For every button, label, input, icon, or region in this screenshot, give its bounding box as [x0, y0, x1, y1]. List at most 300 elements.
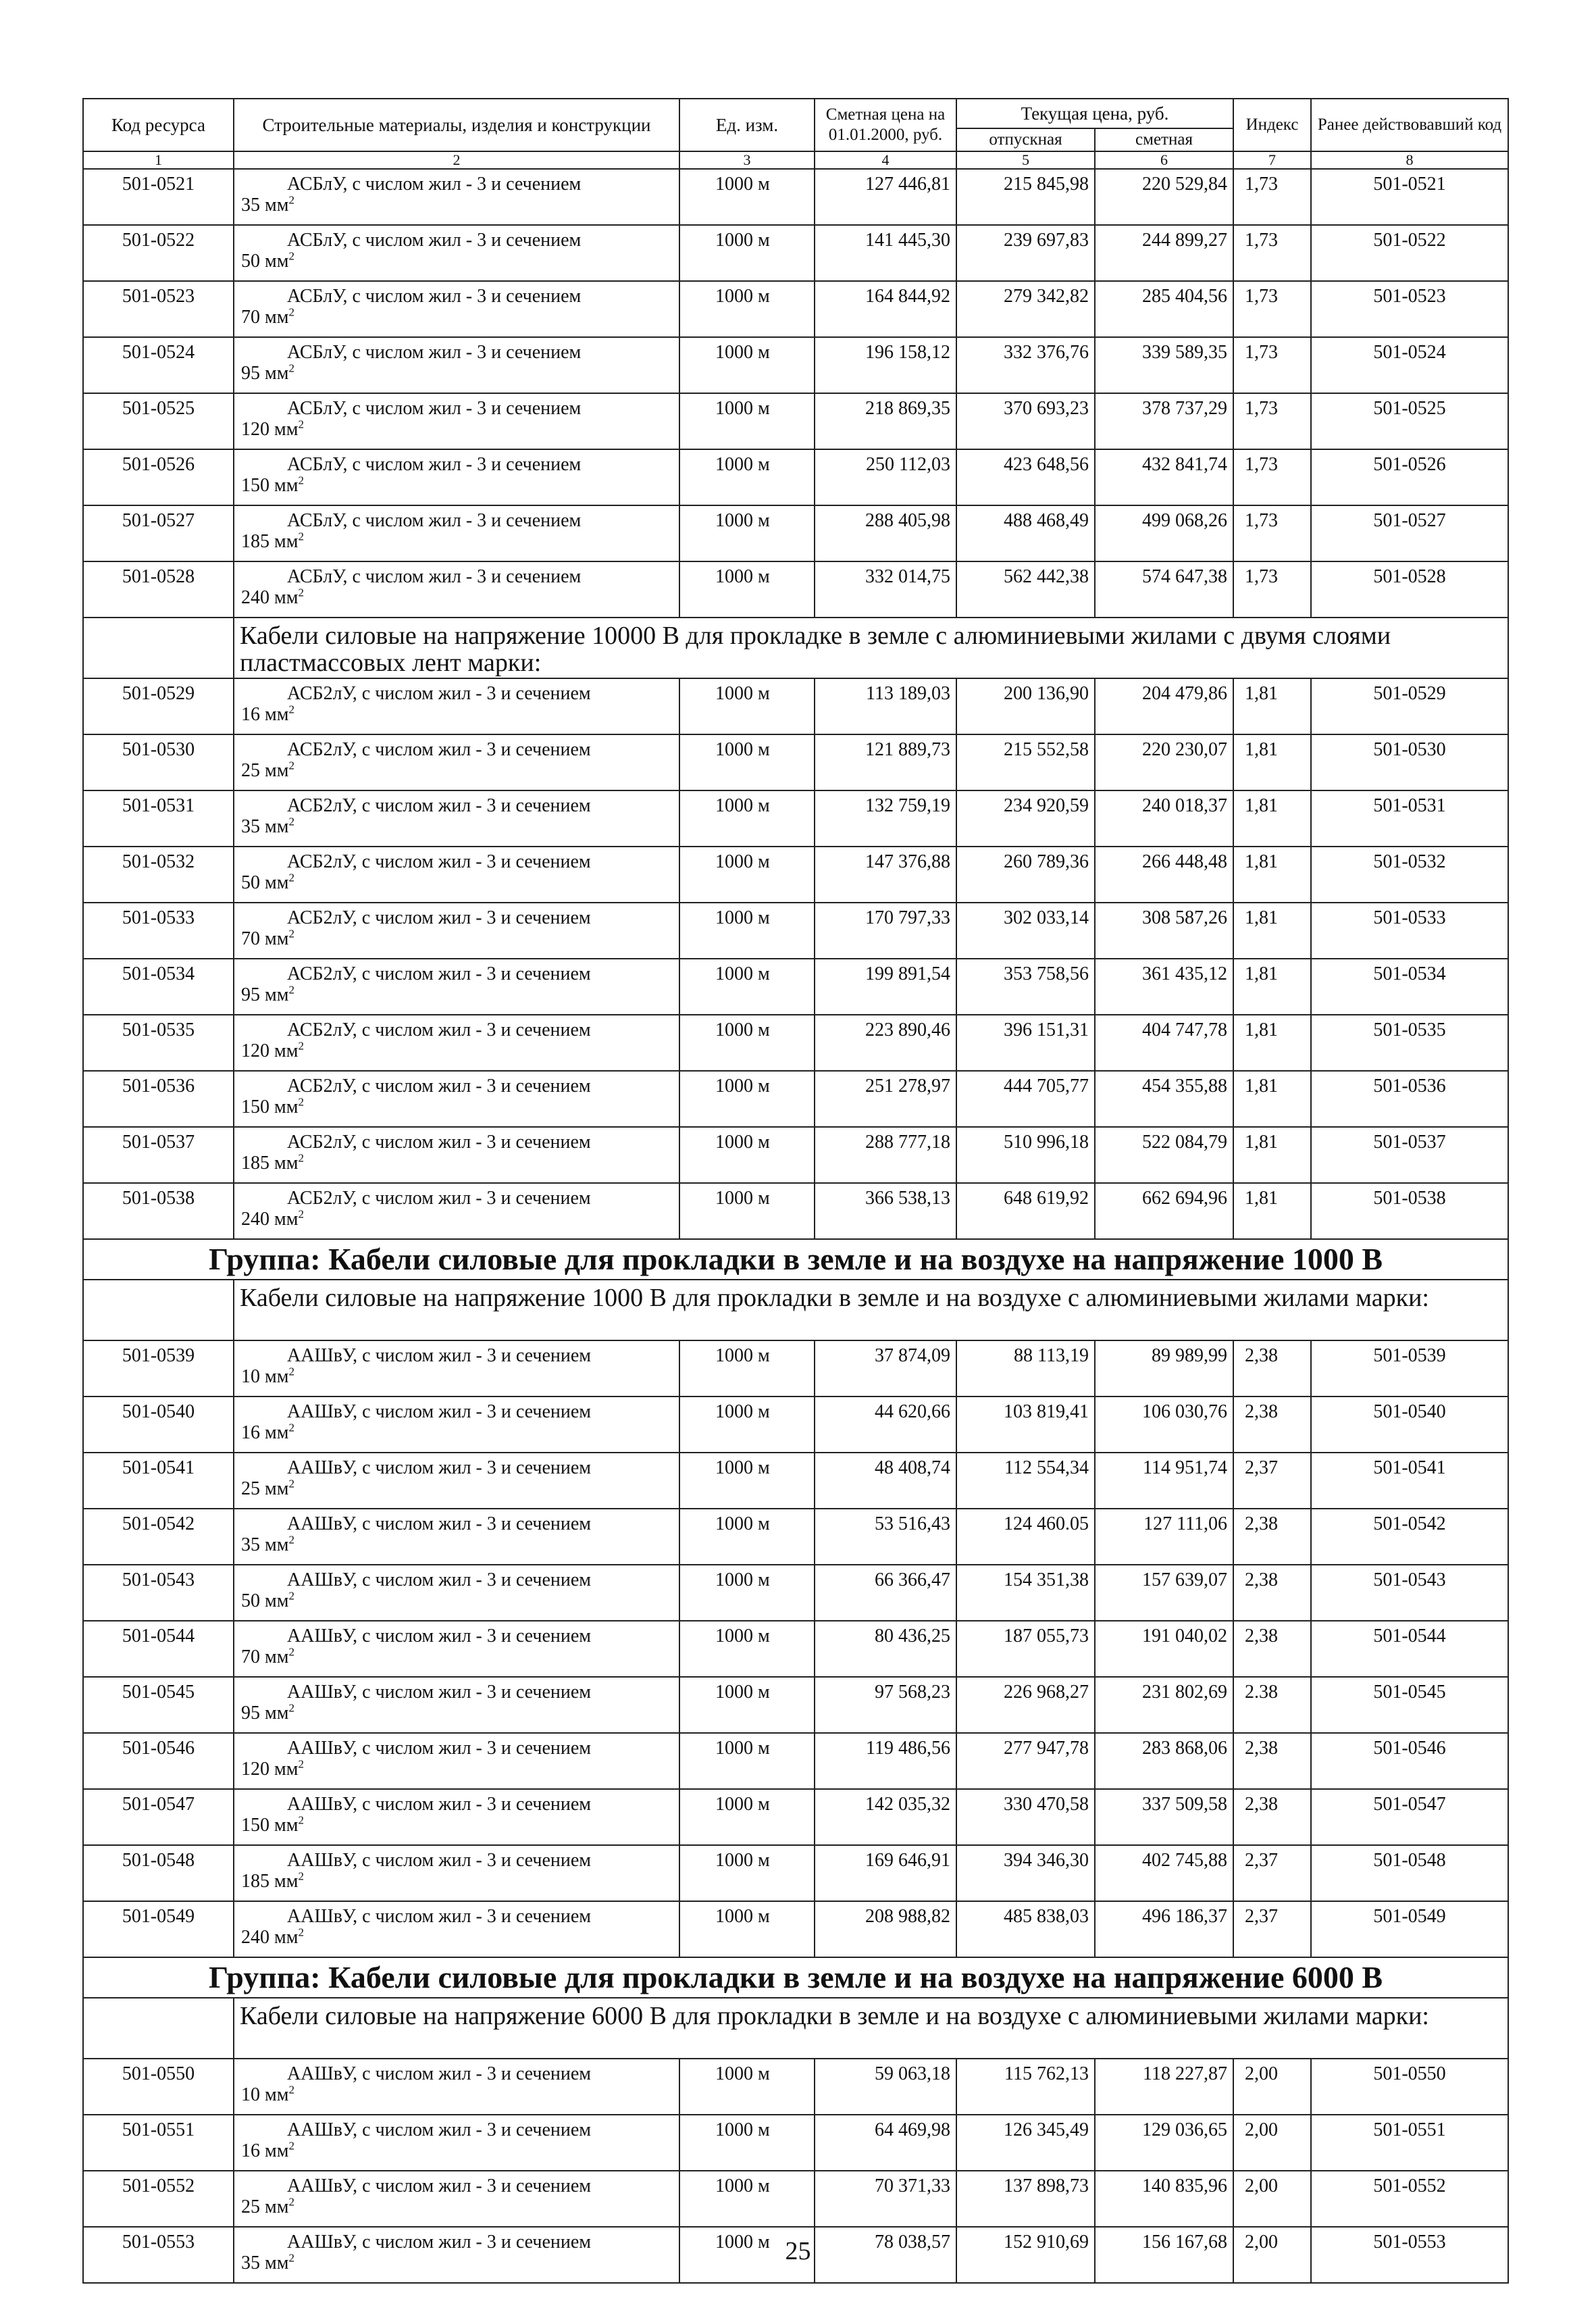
cross-section-value: 240 мм — [241, 587, 299, 608]
unit: 1000 м — [679, 1453, 815, 1509]
estimate-price: 522 084,79 — [1095, 1127, 1233, 1183]
resource-code: 501-0532 — [83, 847, 234, 903]
header-estimate-price: Сметная цена на 01.01.2000, руб. — [815, 99, 956, 151]
superscript: 2 — [298, 1869, 304, 1883]
release-price: 126 345,49 — [956, 2115, 1095, 2171]
cross-section — [241, 1153, 676, 1174]
release-price: 226 968,27 — [956, 1677, 1095, 1733]
table-row — [83, 505, 1508, 561]
price-index: 1,73 — [1233, 393, 1311, 449]
material-name — [234, 1621, 679, 1677]
unit: 1000 м — [679, 790, 815, 847]
table-body — [83, 169, 1508, 2283]
material-title: ААШвУ, с числом жил - 3 и сечением — [287, 1682, 591, 1703]
price-index: 1,81 — [1233, 959, 1311, 1015]
price-index: 1,81 — [1233, 1071, 1311, 1127]
unit: 1000 м — [679, 847, 815, 903]
cross-section — [241, 1040, 676, 1061]
table-row — [83, 847, 1508, 903]
subsection-heading: Кабели силовые на напряжение 6000 В для прокладки в земле и на воздухе с алюминиевыми жилами марки: — [234, 1998, 1508, 2059]
unit: 1000 м — [679, 1621, 815, 1677]
release-price: 648 619,92 — [956, 1183, 1095, 1239]
release-price: 260 789,36 — [956, 847, 1095, 903]
resource-code: 501-0546 — [83, 1733, 234, 1789]
cross-section-value: 120 мм — [241, 1759, 299, 1780]
resource-code: 501-0525 — [83, 393, 234, 449]
material-name — [234, 1071, 679, 1127]
release-price: 370 693,23 — [956, 393, 1095, 449]
base-price: 97 568,23 — [815, 1677, 956, 1733]
cross-section — [241, 1478, 676, 1499]
release-price: 423 648,56 — [956, 449, 1095, 505]
unit: 1000 м — [679, 959, 815, 1015]
table-row — [83, 1789, 1508, 1845]
estimate-price: 361 435,12 — [1095, 959, 1233, 1015]
table-row — [83, 337, 1508, 393]
material-title: АСБ2лУ, с числом жил - 3 и сечением — [287, 851, 591, 872]
base-price: 80 436,25 — [815, 1621, 956, 1677]
cross-section-value: 185 мм — [241, 531, 299, 552]
cross-section-value: 150 мм — [241, 1097, 299, 1117]
unit: 1000 м — [679, 1509, 815, 1565]
estimate-price: 156 167,68 — [1095, 2227, 1233, 2283]
unit: 1000 м — [679, 2059, 815, 2115]
page-number: 25 — [785, 2237, 811, 2265]
material-title: ААШвУ, с числом жил - 3 и сечением — [287, 1401, 591, 1422]
cross-section-value: 185 мм — [241, 1153, 299, 1174]
unit: 1000 м — [679, 2227, 815, 2283]
unit: 1000 м — [679, 1183, 815, 1239]
material-name — [234, 1183, 679, 1239]
subsection-heading: Кабели силовые на напряжение 1000 В для прокладки в земле и на воздухе с алюминиевыми жилами марки: — [234, 1280, 1508, 1340]
superscript: 2 — [288, 1365, 294, 1378]
previous-code: 501-0543 — [1311, 1565, 1508, 1621]
price-index: 2,37 — [1233, 1901, 1311, 1957]
resource-code: 501-0526 — [83, 449, 234, 505]
previous-code: 501-0528 — [1311, 561, 1508, 618]
base-price: 332 014,75 — [815, 561, 956, 618]
base-price: 366 538,13 — [815, 1183, 956, 1239]
unit: 1000 м — [679, 561, 815, 618]
superscript: 2 — [288, 1645, 294, 1659]
price-index: 2,38 — [1233, 1509, 1311, 1565]
base-price: 288 405,98 — [815, 505, 956, 561]
base-price: 127 446,81 — [815, 169, 956, 225]
previous-code: 501-0545 — [1311, 1677, 1508, 1733]
cross-section — [241, 928, 676, 949]
price-index: 1,81 — [1233, 1127, 1311, 1183]
material-name — [234, 2171, 679, 2227]
base-price: 66 366,47 — [815, 1565, 956, 1621]
unit: 1000 м — [679, 1397, 815, 1453]
previous-code: 501-0531 — [1311, 790, 1508, 847]
column-number: 8 — [1311, 151, 1508, 169]
previous-code: 501-0539 — [1311, 1340, 1508, 1397]
superscript: 2 — [298, 1095, 304, 1109]
cross-section — [241, 760, 676, 781]
material-title: АСБлУ, с числом жил - 3 и сечением — [287, 510, 582, 531]
material-name — [234, 169, 679, 225]
price-index: 1,81 — [1233, 734, 1311, 790]
material-name — [234, 1845, 679, 1901]
base-price: 119 486,56 — [815, 1733, 956, 1789]
table-row — [83, 449, 1508, 505]
release-price: 154 351,38 — [956, 1565, 1095, 1621]
price-index: 2,38 — [1233, 1733, 1311, 1789]
price-index: 1,73 — [1233, 449, 1311, 505]
column-numbers-row — [83, 151, 1508, 169]
previous-code: 501-0527 — [1311, 505, 1508, 561]
estimate-price: 266 448,48 — [1095, 847, 1233, 903]
base-price: 70 371,33 — [815, 2171, 956, 2227]
subsection-spacer — [83, 1998, 234, 2059]
base-price: 199 891,54 — [815, 959, 956, 1015]
unit: 1000 м — [679, 1340, 815, 1397]
table-row — [83, 1071, 1508, 1127]
resource-code: 501-0528 — [83, 561, 234, 618]
material-title: ААШвУ, с числом жил - 3 и сечением — [287, 2063, 591, 2084]
unit: 1000 м — [679, 1565, 815, 1621]
release-price: 444 705,77 — [956, 1071, 1095, 1127]
unit: 1000 м — [679, 169, 815, 225]
header-current-price: Текущая цена, руб. — [956, 99, 1233, 128]
superscript: 2 — [288, 361, 294, 375]
cross-section — [241, 1927, 676, 1948]
subsection-row — [83, 618, 1508, 678]
release-price: 485 838,03 — [956, 1901, 1095, 1957]
superscript: 2 — [298, 474, 304, 487]
previous-code: 501-0524 — [1311, 337, 1508, 393]
unit: 1000 м — [679, 1677, 815, 1733]
base-price: 169 646,91 — [815, 1845, 956, 1901]
table-row — [83, 1183, 1508, 1239]
price-index: 2.38 — [1233, 1677, 1311, 1733]
material-name — [234, 2059, 679, 2115]
previous-code: 501-0534 — [1311, 959, 1508, 1015]
release-price: 302 033,14 — [956, 903, 1095, 959]
material-title: ААШвУ, с числом жил - 3 и сечением — [287, 1738, 591, 1759]
resource-code: 501-0543 — [83, 1565, 234, 1621]
table-row — [83, 2059, 1508, 2115]
price-index: 2,00 — [1233, 2171, 1311, 2227]
unit: 1000 м — [679, 337, 815, 393]
previous-code: 501-0548 — [1311, 1845, 1508, 1901]
price-index: 2,00 — [1233, 2227, 1311, 2283]
unit: 1000 м — [679, 1071, 815, 1127]
estimate-price: 574 647,38 — [1095, 561, 1233, 618]
cross-section — [241, 1422, 676, 1443]
material-name — [234, 847, 679, 903]
price-index: 1,73 — [1233, 337, 1311, 393]
superscript: 2 — [298, 418, 304, 431]
price-index: 2,38 — [1233, 1621, 1311, 1677]
release-price: 562 442,38 — [956, 561, 1095, 618]
table-row — [83, 678, 1508, 734]
cross-section — [241, 1759, 676, 1780]
price-index: 2,37 — [1233, 1453, 1311, 1509]
group-heading: Группа: Кабели силовые для прокладки в земле и на воздухе на напряжение 6000 В — [83, 1957, 1508, 1998]
material-name — [234, 1677, 679, 1733]
resource-code: 501-0523 — [83, 281, 234, 337]
material-title: ААШвУ, с числом жил - 3 и сечением — [287, 2232, 591, 2253]
previous-code: 501-0553 — [1311, 2227, 1508, 2283]
previous-code: 501-0536 — [1311, 1071, 1508, 1127]
cross-section-value: 10 мм — [241, 2084, 289, 2105]
superscript: 2 — [298, 1207, 304, 1221]
subsection-spacer — [83, 618, 234, 678]
base-price: 113 189,03 — [815, 678, 956, 734]
cross-section — [241, 419, 676, 440]
superscript: 2 — [288, 871, 294, 884]
price-index: 1,81 — [1233, 678, 1311, 734]
resource-code: 501-0527 — [83, 505, 234, 561]
release-price: 394 346,30 — [956, 1845, 1095, 1901]
base-price: 142 035,32 — [815, 1789, 956, 1845]
estimate-price: 157 639,07 — [1095, 1565, 1233, 1621]
previous-code: 501-0530 — [1311, 734, 1508, 790]
superscript: 2 — [288, 759, 294, 772]
superscript: 2 — [288, 703, 294, 716]
price-index: 1,73 — [1233, 169, 1311, 225]
superscript: 2 — [288, 1421, 294, 1434]
base-price: 48 408,74 — [815, 1453, 956, 1509]
release-price: 279 342,82 — [956, 281, 1095, 337]
cross-section — [241, 1703, 676, 1724]
material-title: ААШвУ, с числом жил - 3 и сечением — [287, 1457, 591, 1478]
header-previous-code: Ранее действовавший код — [1311, 99, 1508, 151]
resource-code: 501-0553 — [83, 2227, 234, 2283]
estimate-price: 220 529,84 — [1095, 169, 1233, 225]
estimate-price: 496 186,37 — [1095, 1901, 1233, 1957]
estimate-price: 337 509,58 — [1095, 1789, 1233, 1845]
material-title: АСБ2лУ, с числом жил - 3 и сечением — [287, 795, 591, 816]
price-index: 1,73 — [1233, 505, 1311, 561]
resource-code: 501-0540 — [83, 1397, 234, 1453]
material-name — [234, 393, 679, 449]
superscript: 2 — [288, 249, 294, 263]
unit: 1000 м — [679, 225, 815, 281]
superscript: 2 — [288, 815, 294, 828]
header-materials: Строительные материалы, изделия и конструкции — [234, 99, 679, 151]
material-title: АСБ2лУ, с числом жил - 3 и сечением — [287, 963, 591, 984]
previous-code: 501-0522 — [1311, 225, 1508, 281]
material-title: АСБ2лУ, с числом жил - 3 и сечением — [287, 683, 591, 704]
release-price: 124 460.05 — [956, 1509, 1095, 1565]
release-price: 277 947,78 — [956, 1733, 1095, 1789]
superscript: 2 — [288, 983, 294, 997]
resource-code: 501-0521 — [83, 169, 234, 225]
base-price: 196 158,12 — [815, 337, 956, 393]
column-number: 5 — [956, 151, 1095, 169]
material-name — [234, 1509, 679, 1565]
cross-section — [241, 1646, 676, 1667]
cross-section — [241, 587, 676, 608]
estimate-price: 114 951,74 — [1095, 1453, 1233, 1509]
estimate-price: 118 227,87 — [1095, 2059, 1233, 2115]
cross-section — [241, 475, 676, 496]
resource-code: 501-0547 — [83, 1789, 234, 1845]
material-title: ААШвУ, с числом жил - 3 и сечением — [287, 1513, 591, 1534]
table-header — [83, 99, 1508, 169]
material-title: ААШвУ, с числом жил - 3 и сечением — [287, 1626, 591, 1646]
previous-code: 501-0552 — [1311, 2171, 1508, 2227]
superscript: 2 — [298, 530, 304, 543]
unit: 1000 м — [679, 1901, 815, 1957]
resource-code: 501-0530 — [83, 734, 234, 790]
material-name — [234, 734, 679, 790]
unit: 1000 м — [679, 505, 815, 561]
group-heading: Группа: Кабели силовые для прокладки в земле и на воздухе на напряжение 1000 В — [83, 1239, 1508, 1280]
estimate-price: 432 841,74 — [1095, 449, 1233, 505]
release-price: 234 920,59 — [956, 790, 1095, 847]
release-price: 88 113,19 — [956, 1340, 1095, 1397]
material-name — [234, 1453, 679, 1509]
table-row — [83, 561, 1508, 618]
previous-code: 501-0542 — [1311, 1509, 1508, 1565]
superscript: 2 — [298, 586, 304, 599]
subsection-spacer — [83, 1280, 234, 1340]
resource-code: 501-0538 — [83, 1183, 234, 1239]
superscript: 2 — [288, 2139, 294, 2153]
unit: 1000 м — [679, 1127, 815, 1183]
cross-section — [241, 704, 676, 725]
estimate-price: 240 018,37 — [1095, 790, 1233, 847]
estimate-price: 402 745,88 — [1095, 1845, 1233, 1901]
unit: 1000 м — [679, 903, 815, 959]
material-name — [234, 505, 679, 561]
price-table-sheet — [82, 98, 1508, 2284]
release-price: 332 376,76 — [956, 337, 1095, 393]
cross-section — [241, 984, 676, 1005]
material-title: АСБлУ, с числом жил - 3 и сечением — [287, 454, 582, 475]
material-title: АСБ2лУ, с числом жил - 3 и сечением — [287, 1188, 591, 1209]
base-price: 37 874,09 — [815, 1340, 956, 1397]
table-row — [83, 281, 1508, 337]
superscript: 2 — [288, 1589, 294, 1603]
price-index: 2,38 — [1233, 1789, 1311, 1845]
cross-section-value: 240 мм — [241, 1927, 299, 1948]
table-row — [83, 1733, 1508, 1789]
resource-code: 501-0550 — [83, 2059, 234, 2115]
price-index: 1,73 — [1233, 281, 1311, 337]
unit: 1000 м — [679, 1015, 815, 1071]
release-price: 396 151,31 — [956, 1015, 1095, 1071]
cross-section-value: 150 мм — [241, 475, 299, 496]
cross-section-value: 35 мм — [241, 816, 289, 837]
cross-section — [241, 872, 676, 893]
estimate-price: 191 040,02 — [1095, 1621, 1233, 1677]
estimate-price: 106 030,76 — [1095, 1397, 1233, 1453]
base-price: 59 063,18 — [815, 2059, 956, 2115]
estimate-price: 285 404,56 — [1095, 281, 1233, 337]
subsection-row — [83, 1280, 1508, 1340]
table-row — [83, 393, 1508, 449]
resource-code: 501-0531 — [83, 790, 234, 847]
superscript: 2 — [298, 1039, 304, 1053]
estimate-price: 220 230,07 — [1095, 734, 1233, 790]
cross-section — [241, 2196, 676, 2217]
release-price: 152 910,69 — [956, 2227, 1095, 2283]
cross-section-value: 150 мм — [241, 1815, 299, 1836]
table-row — [83, 1397, 1508, 1453]
header-index: Индекс — [1233, 99, 1311, 151]
superscript: 2 — [288, 1477, 294, 1490]
base-price: 44 620,66 — [815, 1397, 956, 1453]
price-index: 1,73 — [1233, 561, 1311, 618]
superscript: 2 — [288, 2195, 294, 2209]
table-row — [83, 790, 1508, 847]
price-index: 1,81 — [1233, 1183, 1311, 1239]
base-price: 78 038,57 — [815, 2227, 956, 2283]
table-row — [83, 225, 1508, 281]
cross-section-value: 10 мм — [241, 1366, 289, 1387]
estimate-price: 404 747,78 — [1095, 1015, 1233, 1071]
base-price: 164 844,92 — [815, 281, 956, 337]
table-row — [83, 169, 1508, 225]
subsection-row — [83, 1998, 1508, 2059]
cross-section — [241, 1534, 676, 1555]
cross-section — [241, 531, 676, 552]
resource-code: 501-0541 — [83, 1453, 234, 1509]
table-row — [83, 1453, 1508, 1509]
resource-code: 501-0549 — [83, 1901, 234, 1957]
resource-code: 501-0551 — [83, 2115, 234, 2171]
column-number: 1 — [83, 151, 234, 169]
superscript: 2 — [298, 1813, 304, 1827]
cross-section-value: 120 мм — [241, 1040, 299, 1061]
cross-section-value: 25 мм — [241, 760, 289, 781]
material-title: АСБлУ, с числом жил - 3 и сечением — [287, 398, 582, 419]
column-number: 2 — [234, 151, 679, 169]
release-price: 488 468,49 — [956, 505, 1095, 561]
cross-section-value: 25 мм — [241, 1478, 289, 1499]
material-title: АСБлУ, с числом жил - 3 и сечением — [287, 566, 582, 587]
table-row — [83, 1901, 1508, 1957]
resource-code: 501-0548 — [83, 1845, 234, 1901]
material-name — [234, 678, 679, 734]
material-name — [234, 225, 679, 281]
header-release-price: отпускная — [956, 128, 1095, 151]
material-name — [234, 1397, 679, 1453]
base-price: 64 469,98 — [815, 2115, 956, 2171]
column-number: 3 — [679, 151, 815, 169]
table-row — [83, 1127, 1508, 1183]
material-title: АСБ2лУ, с числом жил - 3 и сечением — [287, 1076, 591, 1097]
release-price: 187 055,73 — [956, 1621, 1095, 1677]
superscript: 2 — [288, 305, 294, 319]
resource-code: 501-0529 — [83, 678, 234, 734]
estimate-price: 662 694,96 — [1095, 1183, 1233, 1239]
base-price: 288 777,18 — [815, 1127, 956, 1183]
previous-code: 501-0535 — [1311, 1015, 1508, 1071]
price-index: 2,38 — [1233, 1397, 1311, 1453]
cross-section-value: 240 мм — [241, 1209, 299, 1230]
base-price: 53 516,43 — [815, 1509, 956, 1565]
price-index: 1,81 — [1233, 903, 1311, 959]
cross-section-value: 50 мм — [241, 872, 289, 893]
cross-section — [241, 1366, 676, 1387]
base-price: 170 797,33 — [815, 903, 956, 959]
resource-code: 501-0544 — [83, 1621, 234, 1677]
superscript: 2 — [298, 1757, 304, 1771]
base-price: 132 759,19 — [815, 790, 956, 847]
price-table — [82, 98, 1509, 2284]
superscript: 2 — [288, 2251, 294, 2265]
unit: 1000 м — [679, 2171, 815, 2227]
material-title: ААШвУ, с числом жил - 3 и сечением — [287, 1569, 591, 1590]
release-price: 353 758,56 — [956, 959, 1095, 1015]
estimate-price: 231 802,69 — [1095, 1677, 1233, 1733]
